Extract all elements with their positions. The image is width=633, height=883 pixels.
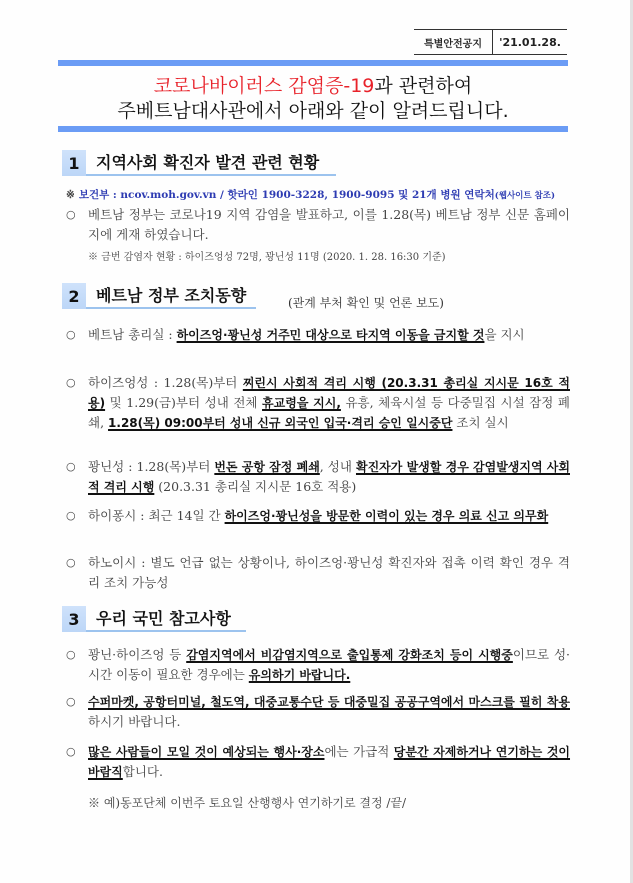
section-title: 우리 국민 참고사항 bbox=[86, 605, 246, 632]
list-item: ○ 수퍼마켓, 공항터미널, 철도역, 대중교통수단 등 대중밀집 공공구역에서 마스크를 필히 착용하시기 바랍니다. bbox=[66, 692, 570, 732]
bullet-icon: ○ bbox=[66, 376, 76, 389]
bullet-icon: ○ bbox=[66, 328, 76, 341]
emphasis: 감염지역에서 비감염지역으로 출입통제 강화조치 등이 시행중 bbox=[186, 648, 513, 662]
section-2-header bbox=[62, 283, 256, 309]
note: ※ 금번 감염자 현황 : 하이즈엉성 72명, 꽝닌성 11명 (2020. 1. 28. 16:30 기준) bbox=[88, 252, 446, 263]
emphasis: 확진자가 발생할 경우 감염발생지역 사회적 격리 시행 bbox=[88, 460, 570, 494]
emphasis: 수퍼마켓, 공항터미널, 철도역, 대중교통수단 등 대중밀집 공공구역에서 마스크를 필히 착용 bbox=[88, 695, 570, 709]
bullet-icon: ○ bbox=[66, 460, 76, 473]
emphasis: 당분간 자제하거나 연기하는 것이 바람직 bbox=[88, 745, 571, 779]
reference-mark: ※ bbox=[66, 189, 75, 201]
emphasis: 찌린시 사회적 격리 시행 (20.3.31 총리실 지시문 16호 적용) bbox=[88, 376, 570, 410]
section-number: 3 bbox=[62, 606, 86, 632]
list-item bbox=[66, 553, 570, 593]
notice-date: '21.01.28. bbox=[499, 35, 561, 49]
list-item: ○ 베트남 총리실 : 하이즈엉·꽝닌성 거주민 대상으로 타지역 이동을 금지할 것을 지시 bbox=[66, 325, 570, 345]
section-subtitle: (관계 부처 확인 및 언론 보도) bbox=[288, 296, 444, 310]
contact-suffix: (웹사이트 참조) bbox=[494, 191, 556, 201]
emphasis: 하이즈엉·꽝닌성 거주민 대상으로 타지역 이동을 금지할 것 bbox=[176, 328, 485, 342]
emphasis: 휴교령을 지시, bbox=[262, 396, 341, 410]
section-number: 2 bbox=[62, 283, 86, 309]
emphasis: 하이즈엉·꽝닌성을 방문한 이력이 있는 경우 의료 신고 의무화 bbox=[224, 509, 549, 523]
item-text: 하노이시 : 별도 언급 없는 상황이나, 하이즈엉·꽝닌성 확진자와 접촉 이력 확인 경우 격리 조치 가능성 bbox=[88, 555, 570, 590]
bottom-accent-bar bbox=[58, 126, 568, 132]
list-item: ○ 꽝닌·하이즈엉 등 감염지역에서 비감염지역으로 출입통제 강화조치 등이 시행중이므로 성·시간 이동이 필요한 경우에는 유의하기 바랍니다. bbox=[66, 647, 570, 682]
title-highlight: 코로나바이러스 감염증-19 bbox=[153, 75, 375, 97]
notice-tag bbox=[414, 29, 567, 55]
bullet-icon: ○ bbox=[66, 556, 76, 569]
title-line2: 주베트남대사관에서 아래와 같이 알려드립니다. bbox=[117, 100, 509, 122]
list-item: ○ 하이퐁시 : 최근 14일 간 하이즈엉·꽝닌성을 방문한 이력이 있는 경우 의료 신고 의무화 bbox=[66, 506, 570, 526]
emphasis: 유의하기 바랍니다. bbox=[248, 668, 351, 682]
section-title: 베트남 정부 조치동향 bbox=[86, 282, 256, 309]
section-title: 지역사회 확진자 발견 관련 현황 bbox=[86, 149, 336, 176]
item-text: 베트남 정부는 코로나19 지역 감염을 발표하고, 이를 1.28(목) 베트남 정부 신문 홈페이지에 게재 하였습니다. bbox=[88, 207, 570, 242]
list-item bbox=[66, 205, 570, 245]
bullet-icon: ○ bbox=[66, 745, 76, 758]
bullet-icon: ○ bbox=[66, 208, 76, 221]
contact-text: 보건부 : ncov.moh.gov.vn / 핫라인 1900-3228, 1900-9095 및 21개 병원 연락처 bbox=[78, 189, 495, 201]
list-item: ○ 꽝닌성 : 1.28(목)부터 번돈 공항 잠정 폐쇄, 성내 확진자가 발생할 경우 감염발생지역 사회적 격리 시행 (20.3.31 총리실 지시문 16호 적용) bbox=[66, 459, 570, 494]
contact-info bbox=[66, 187, 555, 202]
emphasis: 많은 사람들이 모일 것이 예상되는 행사·장소 bbox=[88, 745, 325, 759]
top-accent-bar bbox=[58, 60, 568, 66]
title-line1-rest: 과 관련하여 bbox=[374, 75, 473, 97]
notice-type: 특별안전공지 bbox=[414, 30, 493, 54]
closing-note: ※ 예)동포단체 이번주 토요일 산행행사 연기하기로 결정 /끝/ bbox=[88, 796, 407, 810]
page-title bbox=[58, 74, 568, 124]
bullet-icon: ○ bbox=[66, 648, 76, 661]
bullet-icon: ○ bbox=[66, 509, 76, 522]
emphasis: 1.28(목) 09:00부터 성내 신규 외국인 입국·격리 승인 일시중단 bbox=[108, 416, 453, 430]
bullet-icon: ○ bbox=[66, 695, 76, 708]
section-number: 1 bbox=[62, 150, 86, 176]
list-item: ○ 많은 사람들이 모일 것이 예상되는 행사·장소에는 가급적 당분간 자제하거나 연기하는 것이 바람직합니다. bbox=[66, 744, 571, 779]
section-1-header bbox=[62, 150, 336, 176]
list-item: ○ 하이즈엉성 : 1.28(목)부터 찌린시 사회적 격리 시행 (20.3.31 총리실 지시문 16호 적용) 및 1.29(금)부터 성내 전체 휴교령을 지시, 유흥, 체육시설 등 다중밀집 시설 잠정 폐쇄, 1.28(목) 09:00부터 성내 신규 외국인 입국·격리 승인 일시중단 조치 실시 bbox=[66, 375, 570, 430]
emphasis: 번돈 공항 잠정 폐쇄 bbox=[214, 460, 320, 474]
section-3-header bbox=[62, 606, 246, 632]
